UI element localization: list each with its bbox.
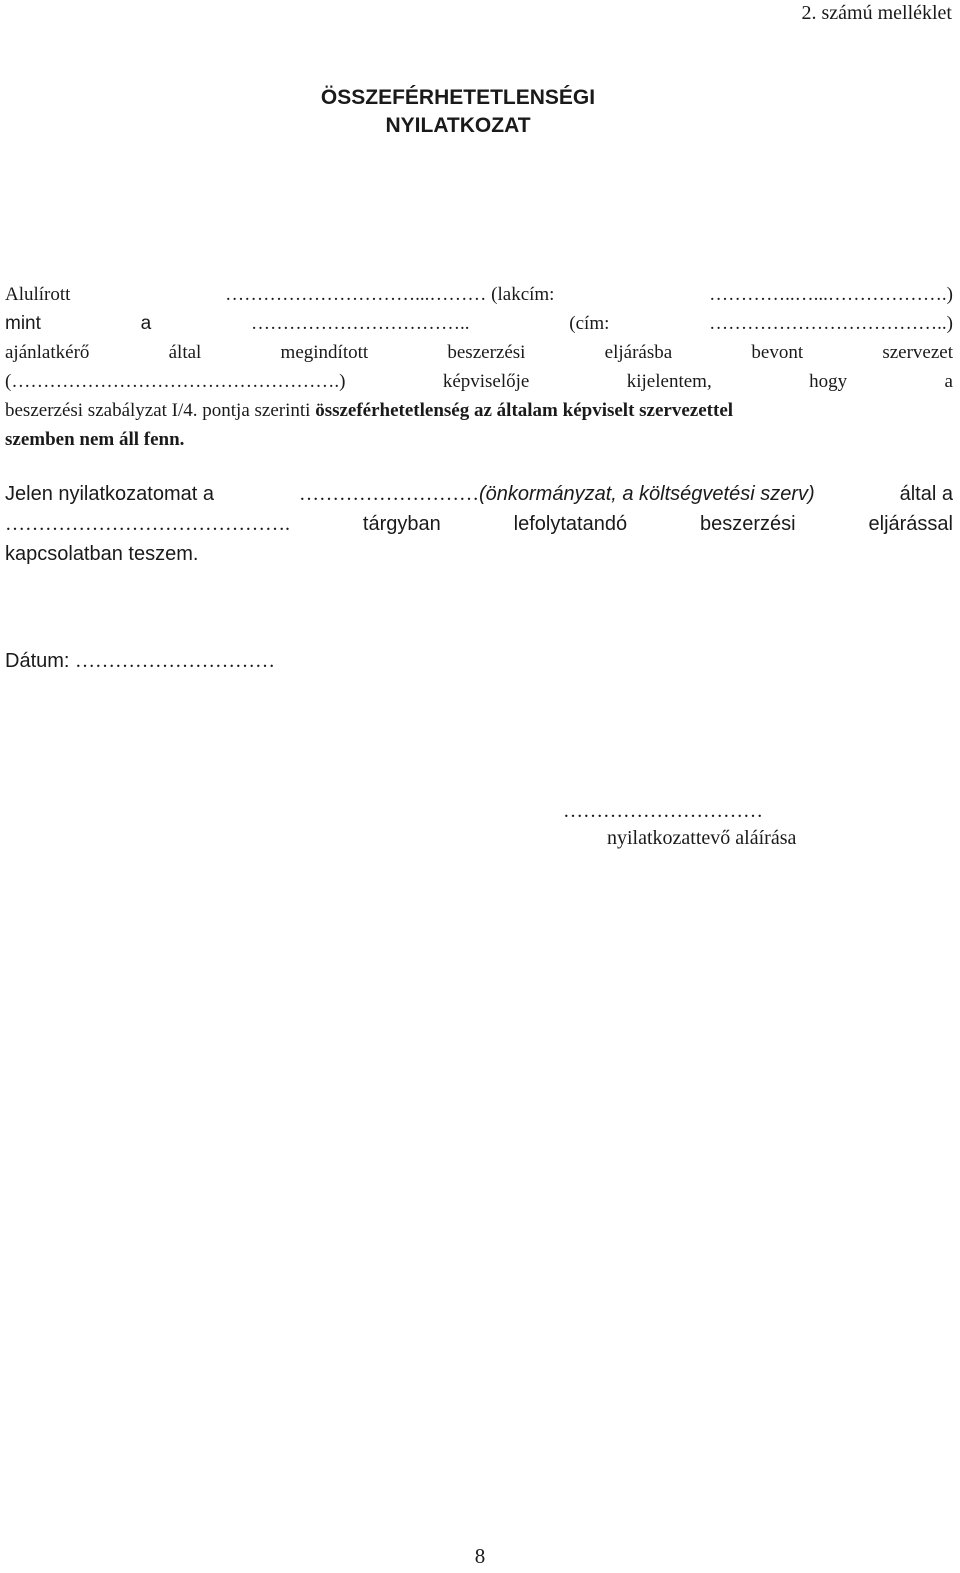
statement-text: kapcsolatban teszem.	[5, 543, 199, 565]
name-blank: …………………………...……… (lakcím:	[225, 284, 555, 305]
declaration-word: hogy	[809, 371, 848, 392]
declaration-line-6	[5, 425, 953, 454]
organization-blank: (…………………………………………….)	[5, 371, 346, 392]
statement-line-3	[5, 539, 953, 569]
declaration-line-5	[5, 396, 953, 425]
declaration-word: ajánlatkérő	[5, 342, 90, 363]
title-line-1: ÖSSZEFÉRHETETLENSÉGI	[320, 86, 596, 109]
declaration-line-2	[5, 309, 953, 338]
signature-line: …………………………	[563, 800, 763, 822]
signature-block	[563, 800, 863, 850]
declaration-bold-text: összeférhetetlenség az általam képviselt szervezettel	[315, 400, 734, 421]
statement-word: lefolytatandó	[513, 513, 628, 535]
address-blank: …………..…...……………….)	[709, 284, 953, 305]
declaration-word: szervezet	[882, 342, 953, 363]
date-blank: …………………………	[75, 650, 276, 672]
page-number: 8	[474, 1544, 486, 1568]
declaration-word: kijelentem,	[626, 371, 712, 392]
role-blank: ……………………………..	[251, 313, 470, 334]
declaration-word: által	[168, 342, 202, 363]
declaration-bold-text: szemben nem áll fenn.	[5, 429, 185, 450]
org-address-blank: ………………………………..)	[709, 313, 953, 334]
declaration-word: eljárásba	[604, 342, 673, 363]
statement-word: tárgyban	[362, 513, 441, 535]
signature-caption: nyilatkozattevő aláírása	[607, 827, 797, 849]
statement-text: által a	[899, 483, 953, 505]
declaration-paragraph	[5, 280, 953, 454]
declaration-word: megindított	[280, 342, 369, 363]
document-title	[0, 84, 960, 140]
statement-word: beszerzési	[699, 513, 796, 535]
subject-blank: …………………………………….	[5, 513, 290, 535]
declaration-text: Alulírott	[5, 284, 71, 305]
authority-blank: ………………………	[298, 483, 479, 505]
statement-word: eljárással	[868, 513, 953, 535]
declaration-text: mint	[5, 313, 41, 334]
statement-line-1	[5, 479, 953, 509]
date-field	[5, 650, 275, 673]
declaration-text: (cím:	[569, 313, 610, 334]
statement-text: Jelen nyilatkozatomat a	[5, 483, 215, 505]
date-label: Dátum:	[5, 650, 70, 672]
declaration-word: bevont	[751, 342, 804, 363]
declaration-text: beszerzési szabályzat I/4. pontja szerinti	[5, 400, 316, 421]
declaration-line-1	[5, 280, 953, 309]
statement-paragraph	[5, 479, 953, 569]
authority-hint: (önkormányzat, a költségvetési szerv)	[478, 483, 815, 505]
statement-line-2	[5, 509, 953, 539]
declaration-word: beszerzési	[447, 342, 526, 363]
declaration-word: képviselője	[442, 371, 530, 392]
declaration-word: a	[944, 371, 953, 392]
declaration-line-3	[5, 338, 953, 367]
declaration-line-4	[5, 367, 953, 396]
declaration-text: a	[140, 313, 152, 334]
title-line-2: NYILATKOZAT	[385, 114, 531, 137]
annex-label: 2. számú melléklet	[801, 2, 952, 24]
